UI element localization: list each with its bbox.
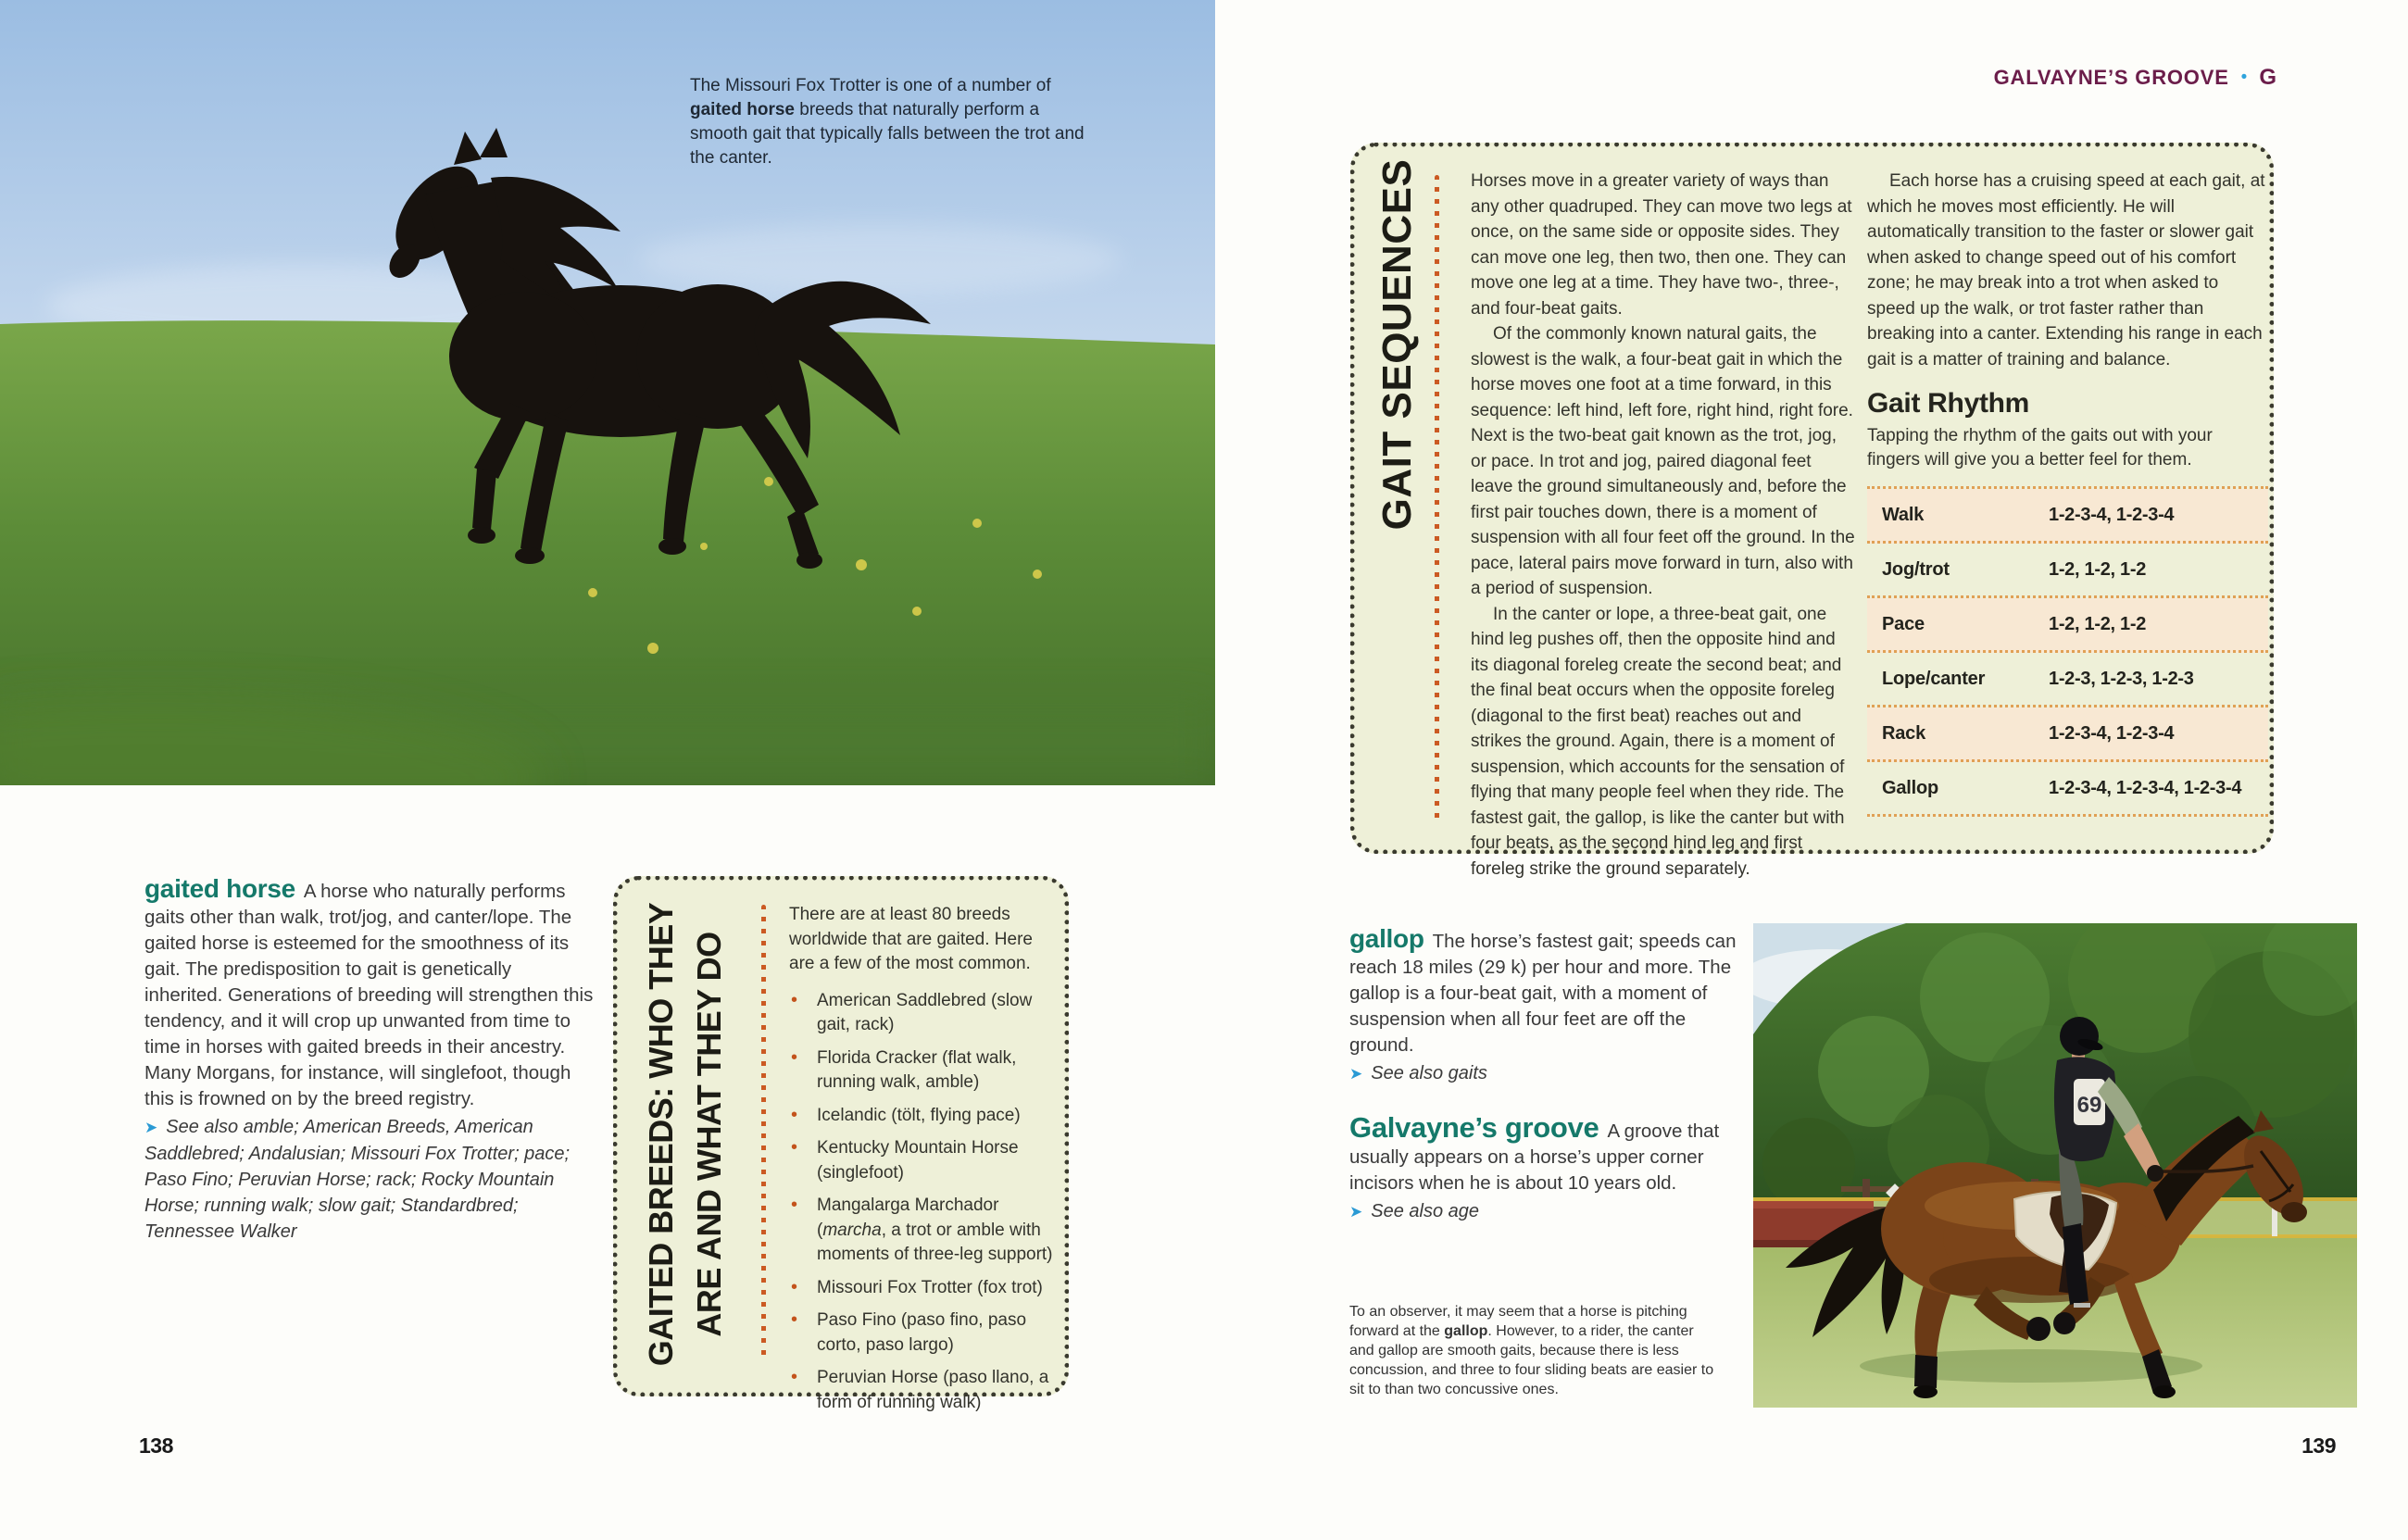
bullet-icon: •: [791, 1104, 798, 1125]
bullet-icon: •: [791, 1046, 798, 1068]
sequences-paragraph: Horses move in a greater variety of ways than any other quadruped. They can move two legs at once, on the same side or opposite sides. They can move one leg, then two, then one. They can move one leg at a time. They have two-, three-, and four-beat gaits.: [1471, 171, 1852, 319]
see-also-prefix: See also: [1371, 1063, 1444, 1083]
entry-gallop: [1349, 926, 1740, 1087]
breeds-intro: There are at least 80 breeds worldwide that are gaited. Here are a few of the most common.: [789, 905, 1033, 973]
gait-name: Gallop: [1882, 778, 1939, 798]
dotted-separator: [1435, 175, 1439, 821]
gait-rhythm-table: [1867, 486, 2268, 817]
photo-caption-right: To an observer, it may seem that a horse is pitching forward at the gallop. However, to a rider, the canter and gallop are smooth gaits, because there is less concussion, and three to four sliding beats are easier to sit to than two concussive ones.: [1349, 1304, 1714, 1397]
gaited-breeds-content: [789, 903, 1058, 1423]
see-also-line: [144, 1114, 595, 1245]
gait-name: Rack: [1882, 723, 1926, 744]
see-also-prefix: See also: [1371, 1201, 1444, 1221]
gait-rhythm-row: [1867, 653, 2268, 707]
breed-list-text: Peruvian Horse (paso llano, a form of running walk): [817, 1368, 1049, 1412]
gait-sequences-box: [1350, 143, 2274, 879]
gallop-photo: [1753, 923, 2357, 1408]
galloping-horse-illustration: [1753, 923, 2357, 1408]
entry-definition: A horse who naturally performs gaits other than walk, trot/jog, and canter/lope. The gaited horse is esteemed for the smoothness of its gait. The predisposition to gait is genetically inherited. Generations of breeding will strengthen this tendency, and it will crop up unwanted from time to time in horses with gaited breeds in their ancestry. Many Morgans, for instance, will singlefoot, though this is frowned on by the breed registry.: [144, 881, 594, 1109]
see-also-refs: amble; American Breeds, American Saddlebred; Andalusian; Missouri Fox Trotter; pace; Paso Fino; Peruvian Horse; rack; Rocky Mountain Horse; running walk; slow gait; Standardbred; Tennessee Walker: [144, 1117, 571, 1242]
gait-rhythm-heading: Gait Rhythm: [1867, 388, 2030, 419]
see-also-arrow-icon: ➤: [1349, 1203, 1363, 1221]
see-also-prefix: See also: [166, 1117, 239, 1137]
missouri-fox-trotter-photo: [0, 0, 1215, 785]
breed-list-text: Kentucky Mountain Horse (singlefoot): [817, 1138, 1019, 1183]
page-number-right: 139: [2301, 1434, 2336, 1458]
running-head: [1994, 65, 2276, 91]
see-also-line: [1349, 1060, 1740, 1087]
entry-definition: A groove that usually appears on a horse’s upper corner incisors when he is about 10 years old.: [1349, 1121, 1720, 1194]
bib-number: 69: [2076, 1093, 2102, 1118]
gait-rhythm-value: 1-2, 1-2, 1-2: [2049, 614, 2147, 634]
sequences-column-1: [1471, 169, 1856, 882]
bullet-icon: •: [791, 1137, 798, 1158]
page-number-left: 138: [139, 1434, 173, 1458]
entry-gaited-horse: [144, 876, 595, 1245]
entry-term: gaited horse: [144, 874, 295, 903]
breed-list-text: Missouri Fox Trotter (fox trot): [817, 1277, 1043, 1297]
photo-caption-left: The Missouri Fox Trotter is one of a number of gaited horse breeds that naturally perform a smooth gait that typically falls between the trot and the canter.: [690, 76, 1085, 168]
gait-sequences-box-title: GAIT SEQUENCES: [1374, 158, 1420, 531]
gait-name: Walk: [1882, 505, 1925, 525]
see-also-refs: gaits: [1448, 1063, 1487, 1083]
breed-list-text: American Saddlebred (slow gait, rack): [817, 990, 1033, 1034]
sequences-paragraph: In the canter or lope, a three-beat gait, one hind leg pushes off, then the opposite hind and its diagonal foreleg create the second beat; and the final beat occurs when the opposite foreleg (diagonal to the first beat) reaches out and strikes the ground. Again, there is a moment of suspension, which accounts for the sensation of flying that many people feel when they ride. The fastest gait, the gallop, is like the canter but with four beats, as the second hind leg and first foreleg strike the ground separately.: [1471, 604, 1845, 879]
breed-list-item: [789, 1194, 1058, 1268]
breed-list-text: Mangalarga Marchador (marcha, a trot or amble with moments of three-leg support): [817, 1196, 1053, 1264]
gait-rhythm-value: 1-2-3-4, 1-2-3-4: [2049, 505, 2175, 525]
box-title-line1: GAITED BREEDS: WHO THEY: [642, 902, 680, 1367]
breed-list-item: [789, 1104, 1058, 1129]
entry-term: gallop: [1349, 924, 1424, 953]
sequences-paragraph: Each horse has a cruising speed at each gait, at which he moves most efficiently. He will automatically transition to the faster or slower gait when asked to change speed out of his comfort zone; he may break into a trot when asked to speed up the walk, or trot faster rather than breaking into a canter. Extending his range in each gait is a matter of training and balance.: [1867, 171, 2265, 369]
breed-list-item: [789, 1136, 1058, 1185]
gait-rhythm-row: [1867, 489, 2268, 544]
sequences-paragraph: Of the commonly known natural gaits, the slowest is the walk, a four-beat gait in which the horse moves one foot at a time forward, in this sequence: left hind, left fore, right hind, right fore. Next is the two-beat gait known as the trot, jog, or pace. In trot and jog, paired diagonal feet leave the ground simultaneously and, before the first pair touches down, there is a moment of suspension with all four feet off the ground. In the pace, lateral pairs move forward in turn, also with a period of suspension.: [1471, 324, 1855, 598]
bullet-icon: •: [791, 1276, 798, 1297]
entry-term: Galvayne’s groove: [1349, 1111, 1599, 1144]
gait-name: Lope/canter: [1882, 669, 1986, 689]
see-also-line: [1349, 1198, 1740, 1225]
sequences-column-2: [1867, 169, 2268, 817]
see-also-arrow-icon: ➤: [144, 1119, 158, 1136]
entry-definition: The horse’s fastest gait; speeds can reach 18 miles (29 k) per hour and more. The gallop is a four-beat gait, with a moment of suspension when all four feet are off the ground.: [1349, 931, 1737, 1056]
running-head-dot-icon: •: [2240, 68, 2248, 87]
entry-text: [1349, 1113, 1740, 1196]
dotted-separator: [761, 905, 766, 1362]
section-letter: G: [2259, 65, 2276, 90]
gait-rhythm-value: 1-2-3, 1-2-3, 1-2-3: [2049, 669, 2194, 689]
box-title-line2: ARE AND WHAT THEY DO: [690, 932, 728, 1337]
breed-list-item: [789, 1366, 1058, 1415]
breeds-list: [789, 989, 1058, 1416]
gait-rhythm-value: 1-2-3-4, 1-2-3-4: [2049, 723, 2175, 744]
bullet-icon: •: [791, 1309, 798, 1330]
see-also-refs: age: [1448, 1201, 1480, 1221]
bullet-icon: •: [791, 989, 798, 1010]
breed-list-text: Paso Fino (paso fino, paso corto, paso largo): [817, 1310, 1027, 1355]
breed-list-item: [789, 1308, 1058, 1358]
entry-text: [1349, 926, 1740, 1058]
gait-rhythm-value: 1-2-3-4, 1-2-3-4, 1-2-3-4: [2049, 778, 2242, 798]
breed-list-text: Icelandic (tölt, flying pace): [817, 1105, 1021, 1125]
gait-name: Jog/trot: [1882, 559, 1950, 580]
breed-list-item: [789, 1046, 1058, 1096]
running-head-text: GALVAYNE’S GROOVE: [1993, 66, 2229, 89]
bullet-icon: •: [791, 1195, 798, 1215]
breed-list-text: Florida Cracker (flat walk, running walk, amble): [817, 1047, 1017, 1092]
gait-rhythm-row: [1867, 762, 2268, 817]
entry-text: [144, 876, 595, 1112]
gait-rhythm-intro: Tapping the rhythm of the gaits out with your fingers will give you a better feel for them.: [1867, 426, 2213, 470]
breed-list-item: [789, 989, 1058, 1038]
gait-name: Pace: [1882, 614, 1925, 634]
gaited-breeds-box: [613, 876, 1069, 1412]
bullet-icon: •: [791, 1367, 798, 1387]
gaited-breeds-box-title: [637, 884, 734, 1384]
gait-rhythm-value: 1-2, 1-2, 1-2: [2049, 559, 2147, 580]
breed-list-item: [789, 1276, 1058, 1301]
gait-rhythm-row: [1867, 598, 2268, 653]
entry-galvaynes-groove: [1349, 1113, 1740, 1225]
see-also-arrow-icon: ➤: [1349, 1065, 1363, 1083]
gait-rhythm-row: [1867, 707, 2268, 762]
gait-rhythm-row: [1867, 544, 2268, 598]
